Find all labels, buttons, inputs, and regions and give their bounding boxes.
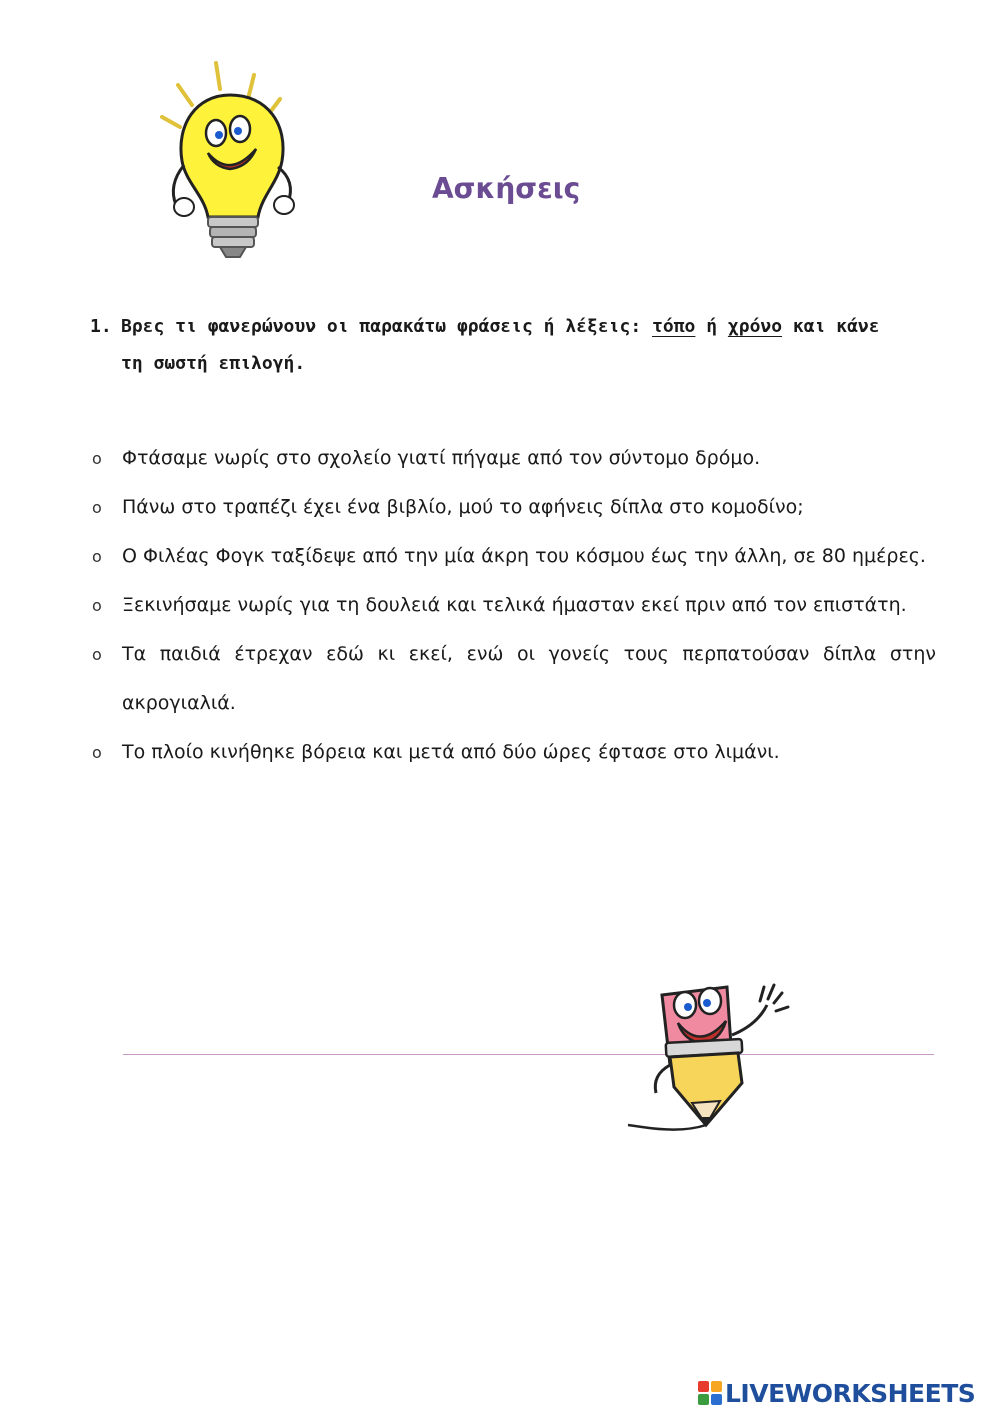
sentence-text: Ξεκινήσαμε νωρίς για τη δουλειά και τελικά ήμασταν εκεί πριν από τον επιστάτη. [122, 594, 907, 616]
exercise-number: 1. [90, 316, 112, 337]
lightbulb-cartoon-icon [150, 55, 310, 270]
sentence-list [90, 434, 936, 777]
list-item [90, 728, 936, 777]
brand-name: LIVEWORKSHEETS [725, 1378, 976, 1408]
sentence-text: Ο Φιλέας Φογκ ταξίδεψε από την μία άκρη του κόσμου έως την άλλη, σε 80 ημέρες. [122, 545, 926, 567]
logo-square [711, 1381, 722, 1392]
option-time: χρόνο [727, 316, 783, 337]
bullet-icon: o [92, 645, 102, 664]
list-item [90, 581, 936, 630]
bullet-icon: o [92, 449, 102, 468]
instruction-text-start: Βρες τι φανερώνουν οι παρακάτω φράσεις ή λέξεις: [121, 316, 653, 337]
sentence-text: Φτάσαμε νωρίς στο σχολείο γιατί πήγαμε από τον σύντομο δρόμο. [122, 447, 761, 469]
list-item [90, 630, 936, 728]
bullet-icon: o [92, 547, 102, 566]
sentence-text: Πάνω στο τραπέζι έχει ένα βιβλίο, μού το αφήνεις δίπλα στο κομοδίνο; [122, 496, 804, 518]
sentence-text: Τα παιδιά έτρεχαν εδώ κι εκεί, ενώ οι γονείς τους περπατούσαν δίπλα στην ακρογιαλιά. [122, 643, 936, 714]
option-place: τόπο [652, 316, 696, 337]
logo-square [698, 1381, 709, 1392]
list-item [90, 532, 936, 581]
bullet-icon: o [92, 498, 102, 517]
logo-square [711, 1394, 722, 1405]
pencil-cartoon-icon [622, 965, 797, 1135]
instruction-text-end: και κάνε τη σωστή επιλογή. [121, 316, 880, 374]
liveworksheets-logo [698, 1378, 975, 1408]
bullet-icon: o [92, 743, 102, 762]
list-item [90, 483, 936, 532]
exercise-instruction [90, 308, 900, 382]
list-item [90, 434, 936, 483]
bullet-icon: o [92, 596, 102, 615]
logo-square [698, 1394, 709, 1405]
sentence-text: Το πλοίο κινήθηκε βόρεια και μετά από δύο ώρες έφτασε στο λιμάνι. [122, 741, 780, 763]
logo-grid-icon [698, 1381, 722, 1405]
instruction-connector: ή [695, 316, 728, 337]
page-title: Ασκήσεις [432, 172, 581, 205]
answer-line-divider [123, 1054, 934, 1055]
